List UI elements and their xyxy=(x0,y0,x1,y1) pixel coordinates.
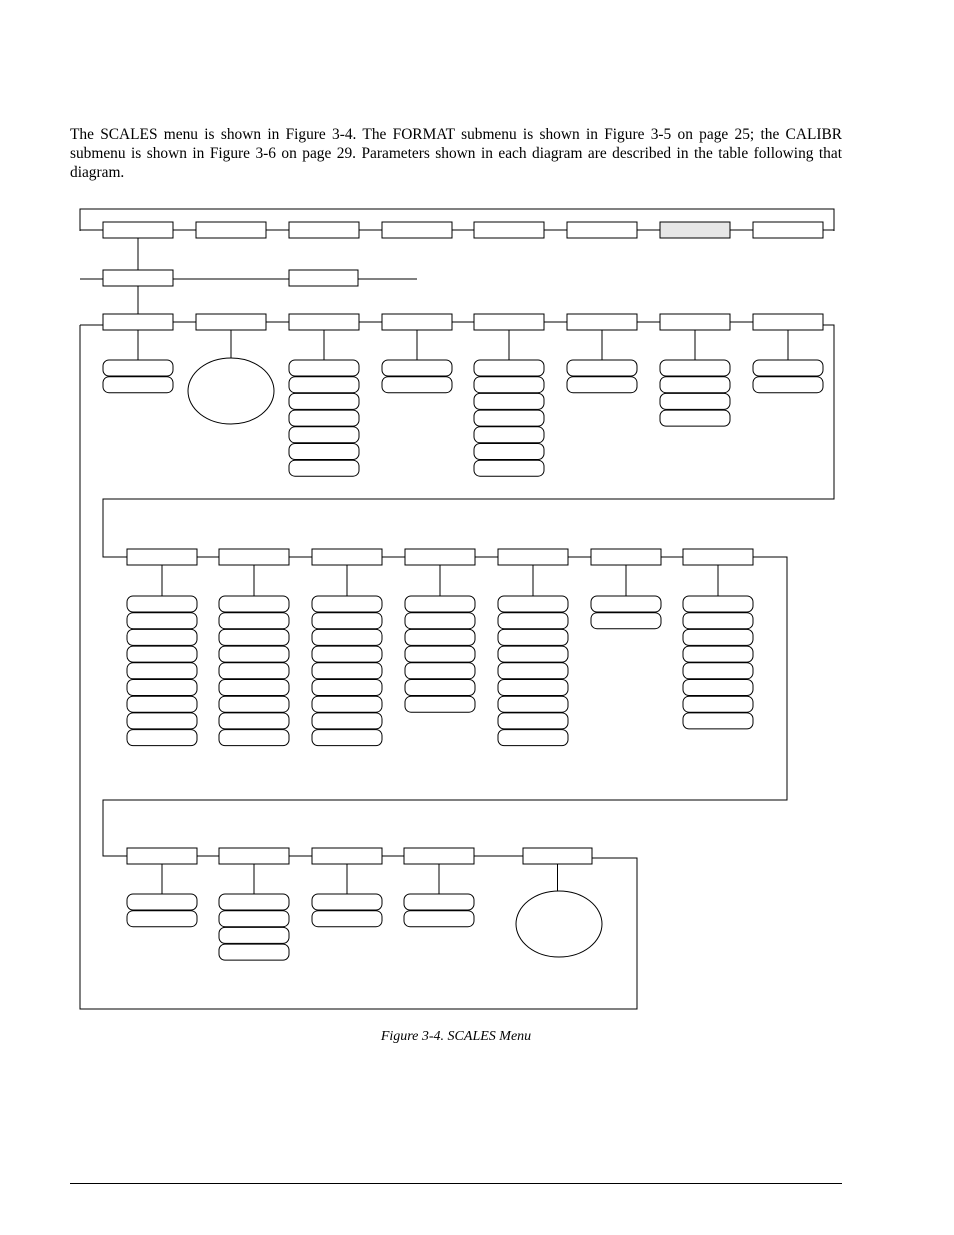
top-menu-box xyxy=(567,222,637,238)
option-pill xyxy=(683,596,753,612)
option-pill xyxy=(289,410,359,426)
option-pill xyxy=(312,730,382,746)
option-pill xyxy=(498,680,568,696)
option-pill xyxy=(753,377,823,393)
option-pill xyxy=(289,360,359,376)
option-pill xyxy=(591,613,661,629)
option-pill xyxy=(405,646,475,662)
option-pill xyxy=(405,696,475,712)
option-pill xyxy=(289,427,359,443)
option-pill xyxy=(289,444,359,460)
option-pill xyxy=(498,730,568,746)
option-pill xyxy=(312,696,382,712)
option-pill xyxy=(474,360,544,376)
option-pill xyxy=(660,377,730,393)
option-pill xyxy=(498,696,568,712)
option-pill xyxy=(404,911,474,927)
option-pill xyxy=(219,730,289,746)
top-menu-box xyxy=(196,222,266,238)
option-pill xyxy=(404,894,474,910)
parameter-box xyxy=(196,314,266,330)
option-pill xyxy=(219,894,289,910)
option-pill xyxy=(312,911,382,927)
option-pill xyxy=(567,360,637,376)
option-pill xyxy=(312,663,382,679)
option-pill xyxy=(103,360,173,376)
level2-box xyxy=(103,270,173,286)
option-pill xyxy=(474,377,544,393)
option-pill xyxy=(405,629,475,645)
option-pill xyxy=(127,646,197,662)
option-pill xyxy=(405,680,475,696)
option-pill xyxy=(289,377,359,393)
option-pill xyxy=(498,596,568,612)
option-pill xyxy=(127,713,197,729)
option-pill xyxy=(474,427,544,443)
parameter-box xyxy=(312,549,382,565)
top-menu-box xyxy=(103,222,173,238)
option-pill xyxy=(683,680,753,696)
option-pill xyxy=(660,360,730,376)
option-pill xyxy=(683,713,753,729)
option-pill xyxy=(219,596,289,612)
parameter-box xyxy=(289,314,359,330)
option-pill xyxy=(312,646,382,662)
option-pill xyxy=(312,713,382,729)
intro-paragraph: The SCALES menu is shown in Figure 3-4. The FORMAT submenu is shown in Figure 3-5 on page 25; the CALIBR submenu is shown in Figure 3-6 on page 29. Parameters shown in each diagram are described in the table following that diagram. xyxy=(70,126,842,181)
option-pill xyxy=(219,696,289,712)
option-pill xyxy=(219,911,289,927)
top-menu-box xyxy=(289,222,359,238)
parameter-box xyxy=(219,848,289,864)
figure-caption: Figure 3-4. SCALES Menu xyxy=(380,1029,532,1044)
option-pill xyxy=(683,613,753,629)
option-pill xyxy=(312,629,382,645)
option-pill xyxy=(219,927,289,943)
footer-rule xyxy=(70,1183,842,1184)
option-pill xyxy=(683,646,753,662)
option-pill xyxy=(683,696,753,712)
parameter-box xyxy=(404,848,474,864)
option-pill xyxy=(127,911,197,927)
option-pill xyxy=(474,460,544,476)
entry-oval xyxy=(188,358,274,424)
option-pill xyxy=(219,613,289,629)
level2-box xyxy=(289,270,358,286)
option-pill xyxy=(591,596,661,612)
option-pill xyxy=(127,596,197,612)
top-menu-box xyxy=(753,222,823,238)
parameter-box xyxy=(127,848,197,864)
option-pill xyxy=(660,393,730,409)
option-pill xyxy=(474,444,544,460)
parameter-box xyxy=(382,314,452,330)
top-menu-box xyxy=(474,222,544,238)
option-pill xyxy=(474,393,544,409)
parameter-box xyxy=(683,549,753,565)
option-pill xyxy=(683,629,753,645)
option-pill xyxy=(219,646,289,662)
option-pill xyxy=(753,360,823,376)
parameter-box xyxy=(660,314,730,330)
option-pill xyxy=(474,410,544,426)
parameter-box xyxy=(127,549,197,565)
entry-oval xyxy=(516,891,602,957)
option-pill xyxy=(498,646,568,662)
option-pill xyxy=(127,663,197,679)
option-pill xyxy=(405,663,475,679)
option-pill xyxy=(127,696,197,712)
option-pill xyxy=(405,596,475,612)
parameter-box xyxy=(103,314,173,330)
option-pill xyxy=(289,393,359,409)
parameter-box xyxy=(567,314,637,330)
option-pill xyxy=(219,629,289,645)
option-pill xyxy=(567,377,637,393)
parameter-box xyxy=(523,848,592,864)
option-pill xyxy=(219,680,289,696)
option-pill xyxy=(312,680,382,696)
parameter-box xyxy=(591,549,661,565)
top-menu-box-selected xyxy=(660,222,730,238)
parameter-box xyxy=(312,848,382,864)
option-pill xyxy=(127,680,197,696)
option-pill xyxy=(405,613,475,629)
option-pill xyxy=(127,730,197,746)
option-pill xyxy=(498,663,568,679)
parameter-box xyxy=(219,549,289,565)
option-pill xyxy=(382,360,452,376)
option-pill xyxy=(219,944,289,960)
option-pill xyxy=(219,663,289,679)
option-pill xyxy=(312,613,382,629)
parameter-box xyxy=(498,549,568,565)
option-pill xyxy=(382,377,452,393)
parameter-box xyxy=(753,314,823,330)
option-pill xyxy=(127,894,197,910)
parameter-box xyxy=(474,314,544,330)
option-pill xyxy=(289,460,359,476)
option-pill xyxy=(127,629,197,645)
option-pill xyxy=(498,613,568,629)
option-pill xyxy=(219,713,289,729)
option-pill xyxy=(127,613,197,629)
option-pill xyxy=(103,377,173,393)
option-pill xyxy=(660,410,730,426)
option-pill xyxy=(312,894,382,910)
option-pill xyxy=(683,663,753,679)
option-pill xyxy=(312,596,382,612)
option-pill xyxy=(498,713,568,729)
top-menu-box xyxy=(382,222,452,238)
option-pill xyxy=(498,629,568,645)
parameter-box xyxy=(405,549,475,565)
